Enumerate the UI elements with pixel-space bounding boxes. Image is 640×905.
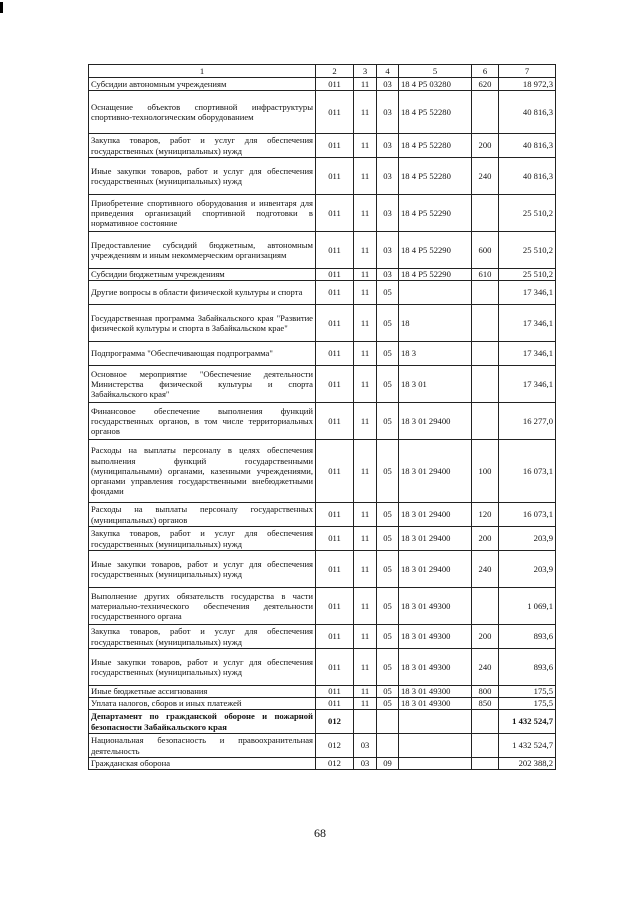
row-expense-type-cell: 200 — [472, 625, 499, 649]
row-name-cell: Финансовое обеспечение выполнения функций государственных органов, в том числе территориальных органов — [89, 403, 316, 440]
row-section-cell: 11 — [354, 232, 377, 269]
row-expense-type-cell — [472, 710, 499, 734]
table-row — [89, 342, 556, 366]
row-expense-type-cell: 240 — [472, 158, 499, 195]
row-section-cell: 11 — [354, 342, 377, 366]
row-expense-type-cell: 610 — [472, 269, 499, 281]
row-admin-code-cell: 011 — [316, 649, 354, 686]
table-row — [89, 305, 556, 342]
table-row — [89, 686, 556, 698]
header-col-6: 6 — [472, 65, 499, 78]
row-amount-cell: 17 346,1 — [499, 305, 556, 342]
row-target-article-cell: 18 3 01 29400 — [399, 440, 472, 503]
row-admin-code-cell: 011 — [316, 342, 354, 366]
row-admin-code-cell: 011 — [316, 232, 354, 269]
row-name-cell: Основное мероприятие "Обеспечение деятельности Министерства физической культуры и спорта Забайкальского края" — [89, 366, 316, 403]
row-admin-code-cell: 011 — [316, 527, 354, 551]
row-admin-code-cell: 011 — [316, 134, 354, 158]
row-subsection-cell: 03 — [377, 232, 399, 269]
row-expense-type-cell: 240 — [472, 551, 499, 588]
table-row — [89, 625, 556, 649]
row-subsection-cell: 05 — [377, 281, 399, 305]
row-admin-code-cell: 012 — [316, 710, 354, 734]
row-amount-cell: 17 346,1 — [499, 366, 556, 403]
row-amount-cell: 25 510,2 — [499, 232, 556, 269]
row-expense-type-cell: 600 — [472, 232, 499, 269]
row-subsection-cell: 05 — [377, 686, 399, 698]
header-col-7: 7 — [499, 65, 556, 78]
row-amount-cell: 175,5 — [499, 698, 556, 710]
row-expense-type-cell — [472, 588, 499, 625]
row-amount-cell: 17 346,1 — [499, 342, 556, 366]
row-amount-cell: 175,5 — [499, 686, 556, 698]
row-subsection-cell: 03 — [377, 78, 399, 91]
row-subsection-cell: 05 — [377, 649, 399, 686]
row-amount-cell: 893,6 — [499, 649, 556, 686]
row-section-cell: 03 — [354, 734, 377, 758]
budget-table — [88, 64, 556, 770]
row-section-cell: 03 — [354, 758, 377, 770]
row-subsection-cell: 05 — [377, 503, 399, 527]
table-row — [89, 366, 556, 403]
row-subsection-cell: 05 — [377, 440, 399, 503]
row-admin-code-cell: 011 — [316, 698, 354, 710]
row-name-cell: Иные закупки товаров, работ и услуг для обеспечения государственных (муниципальных) нужд — [89, 551, 316, 588]
row-expense-type-cell: 240 — [472, 649, 499, 686]
row-name-cell: Субсидии бюджетным учреждениям — [89, 269, 316, 281]
row-name-cell: Национальная безопасность и правоохранительная деятельность — [89, 734, 316, 758]
row-target-article-cell: 18 3 01 49300 — [399, 698, 472, 710]
row-subsection-cell: 03 — [377, 158, 399, 195]
row-subsection-cell: 05 — [377, 342, 399, 366]
row-amount-cell: 25 510,2 — [499, 195, 556, 232]
row-name-cell: Иные бюджетные ассигнования — [89, 686, 316, 698]
row-admin-code-cell: 011 — [316, 158, 354, 195]
row-section-cell: 11 — [354, 91, 377, 134]
table-row — [89, 158, 556, 195]
row-expense-type-cell: 620 — [472, 78, 499, 91]
row-section-cell: 11 — [354, 503, 377, 527]
row-target-article-cell: 18 4 Р5 52280 — [399, 158, 472, 195]
row-section-cell: 11 — [354, 403, 377, 440]
row-target-article-cell: 18 3 01 29400 — [399, 503, 472, 527]
row-admin-code-cell: 011 — [316, 503, 354, 527]
row-subsection-cell: 09 — [377, 758, 399, 770]
row-target-article-cell: 18 4 Р5 52290 — [399, 232, 472, 269]
row-section-cell: 11 — [354, 698, 377, 710]
row-target-article-cell — [399, 281, 472, 305]
row-admin-code-cell: 011 — [316, 91, 354, 134]
row-name-cell: Закупка товаров, работ и услуг для обеспечения государственных (муниципальных) нужд — [89, 625, 316, 649]
row-amount-cell: 893,6 — [499, 625, 556, 649]
row-subsection-cell: 05 — [377, 625, 399, 649]
row-target-article-cell: 18 3 01 49300 — [399, 588, 472, 625]
row-subsection-cell: 05 — [377, 366, 399, 403]
row-amount-cell: 203,9 — [499, 551, 556, 588]
row-expense-type-cell: 100 — [472, 440, 499, 503]
row-amount-cell: 16 073,1 — [499, 503, 556, 527]
row-name-cell: Гражданская оборона — [89, 758, 316, 770]
row-expense-type-cell: 200 — [472, 134, 499, 158]
table-row — [89, 134, 556, 158]
row-subsection-cell: 05 — [377, 551, 399, 588]
row-name-cell: Иные закупки товаров, работ и услуг для обеспечения государственных (муниципальных) нужд — [89, 158, 316, 195]
row-name-cell: Расходы на выплаты персоналу в целях обеспечения выполнения функций государственными (муниципальными) органами, казенными учреждениями, органами управления государственными внебюджетными фондами — [89, 440, 316, 503]
row-expense-type-cell — [472, 91, 499, 134]
row-target-article-cell: 18 3 01 29400 — [399, 527, 472, 551]
row-subsection-cell: 05 — [377, 588, 399, 625]
row-amount-cell: 40 816,3 — [499, 134, 556, 158]
header-col-5: 5 — [399, 65, 472, 78]
scan-corner-mark — [0, 2, 3, 13]
row-subsection-cell: 03 — [377, 91, 399, 134]
row-amount-cell: 1 432 524,7 — [499, 710, 556, 734]
table-row — [89, 281, 556, 305]
row-amount-cell: 18 972,3 — [499, 78, 556, 91]
row-admin-code-cell: 012 — [316, 758, 354, 770]
row-section-cell: 11 — [354, 440, 377, 503]
row-section-cell: 11 — [354, 158, 377, 195]
row-admin-code-cell: 011 — [316, 625, 354, 649]
table-header-row — [89, 65, 556, 78]
header-col-2: 2 — [316, 65, 354, 78]
table-row — [89, 91, 556, 134]
row-admin-code-cell: 011 — [316, 403, 354, 440]
row-amount-cell: 1 432 524,7 — [499, 734, 556, 758]
header-col-4: 4 — [377, 65, 399, 78]
table-row — [89, 403, 556, 440]
page-number: 68 — [314, 826, 326, 840]
row-subsection-cell: 03 — [377, 134, 399, 158]
row-section-cell: 11 — [354, 625, 377, 649]
row-subsection-cell — [377, 734, 399, 758]
table-row — [89, 527, 556, 551]
row-target-article-cell: 18 3 01 29400 — [399, 551, 472, 588]
row-name-cell: Предоставление субсидий бюджетным, автономным учреждениям и иным некоммерческим организациям — [89, 232, 316, 269]
row-target-article-cell — [399, 734, 472, 758]
row-admin-code-cell: 011 — [316, 551, 354, 588]
row-expense-type-cell — [472, 342, 499, 366]
row-section-cell: 11 — [354, 649, 377, 686]
row-name-cell: Оснащение объектов спортивной инфраструктуры спортивно-технологическим оборудованием — [89, 91, 316, 134]
row-section-cell: 11 — [354, 78, 377, 91]
row-target-article-cell: 18 4 Р5 52280 — [399, 91, 472, 134]
table-row — [89, 503, 556, 527]
row-target-article-cell: 18 3 01 49300 — [399, 649, 472, 686]
row-amount-cell: 203,9 — [499, 527, 556, 551]
row-expense-type-cell — [472, 195, 499, 232]
row-subsection-cell: 03 — [377, 195, 399, 232]
row-subsection-cell — [377, 710, 399, 734]
row-section-cell — [354, 710, 377, 734]
table-row — [89, 588, 556, 625]
row-target-article-cell: 18 4 Р5 52280 — [399, 134, 472, 158]
row-target-article-cell: 18 3 01 29400 — [399, 403, 472, 440]
row-section-cell: 11 — [354, 686, 377, 698]
row-target-article-cell — [399, 710, 472, 734]
row-admin-code-cell: 011 — [316, 269, 354, 281]
row-amount-cell: 40 816,3 — [499, 158, 556, 195]
row-admin-code-cell: 012 — [316, 734, 354, 758]
row-target-article-cell: 18 3 — [399, 342, 472, 366]
row-section-cell: 11 — [354, 281, 377, 305]
row-admin-code-cell: 011 — [316, 195, 354, 232]
row-name-cell: Государственная программа Забайкальского края "Развитие физической культуры и спорта в Забайкальском крае" — [89, 305, 316, 342]
table-row — [89, 649, 556, 686]
row-amount-cell: 40 816,3 — [499, 91, 556, 134]
row-name-cell: Уплата налогов, сборов и иных платежей — [89, 698, 316, 710]
row-admin-code-cell: 011 — [316, 281, 354, 305]
row-target-article-cell: 18 — [399, 305, 472, 342]
row-expense-type-cell — [472, 734, 499, 758]
header-col-3: 3 — [354, 65, 377, 78]
row-name-cell: Закупка товаров, работ и услуг для обеспечения государственных (муниципальных) нужд — [89, 134, 316, 158]
row-name-cell: Другие вопросы в области физической культуры и спорта — [89, 281, 316, 305]
row-section-cell: 11 — [354, 195, 377, 232]
row-name-cell: Субсидии автономным учреждениям — [89, 78, 316, 91]
table-row — [89, 698, 556, 710]
row-section-cell: 11 — [354, 134, 377, 158]
row-section-cell: 11 — [354, 305, 377, 342]
table-row — [89, 195, 556, 232]
row-subsection-cell: 05 — [377, 527, 399, 551]
row-expense-type-cell — [472, 366, 499, 403]
row-section-cell: 11 — [354, 366, 377, 403]
row-admin-code-cell: 011 — [316, 440, 354, 503]
row-target-article-cell: 18 4 Р5 03280 — [399, 78, 472, 91]
row-expense-type-cell — [472, 403, 499, 440]
row-section-cell: 11 — [354, 551, 377, 588]
row-expense-type-cell: 850 — [472, 698, 499, 710]
row-admin-code-cell: 011 — [316, 686, 354, 698]
row-admin-code-cell: 011 — [316, 78, 354, 91]
row-target-article-cell: 18 3 01 49300 — [399, 686, 472, 698]
row-subsection-cell: 05 — [377, 698, 399, 710]
row-name-cell: Департамент по гражданской обороне и пожарной безопасности Забайкальского края — [89, 710, 316, 734]
table-body — [89, 78, 556, 770]
row-amount-cell: 1 069,1 — [499, 588, 556, 625]
table-row — [89, 78, 556, 91]
row-expense-type-cell — [472, 305, 499, 342]
row-target-article-cell — [399, 758, 472, 770]
row-name-cell: Иные закупки товаров, работ и услуг для обеспечения государственных (муниципальных) нужд — [89, 649, 316, 686]
header-col-1: 1 — [89, 65, 316, 78]
row-amount-cell: 17 346,1 — [499, 281, 556, 305]
row-subsection-cell: 05 — [377, 305, 399, 342]
row-expense-type-cell: 800 — [472, 686, 499, 698]
table-row — [89, 734, 556, 758]
table-row — [89, 710, 556, 734]
row-name-cell: Закупка товаров, работ и услуг для обеспечения государственных (муниципальных) нужд — [89, 527, 316, 551]
row-expense-type-cell — [472, 281, 499, 305]
row-amount-cell: 16 277,0 — [499, 403, 556, 440]
row-expense-type-cell — [472, 758, 499, 770]
row-admin-code-cell: 011 — [316, 588, 354, 625]
row-expense-type-cell: 120 — [472, 503, 499, 527]
row-expense-type-cell: 200 — [472, 527, 499, 551]
row-subsection-cell: 05 — [377, 403, 399, 440]
row-target-article-cell: 18 4 Р5 52290 — [399, 195, 472, 232]
row-name-cell: Приобретение спортивного оборудования и инвентаря для приведения организаций спортивной подготовки в нормативное состояние — [89, 195, 316, 232]
row-target-article-cell: 18 3 01 — [399, 366, 472, 403]
table-row — [89, 758, 556, 770]
row-name-cell: Подпрограмма "Обеспечивающая подпрограмма" — [89, 342, 316, 366]
row-amount-cell: 25 510,2 — [499, 269, 556, 281]
row-admin-code-cell: 011 — [316, 305, 354, 342]
row-target-article-cell: 18 4 Р5 52290 — [399, 269, 472, 281]
table-row — [89, 269, 556, 281]
row-section-cell: 11 — [354, 269, 377, 281]
table-row — [89, 551, 556, 588]
row-amount-cell: 202 388,2 — [499, 758, 556, 770]
row-name-cell: Выполнение других обязательств государства в части материально-технического обеспечения деятельности государственного органа — [89, 588, 316, 625]
row-name-cell: Расходы на выплаты персоналу государственных (муниципальных) органов — [89, 503, 316, 527]
row-subsection-cell: 03 — [377, 269, 399, 281]
table-row — [89, 232, 556, 269]
row-target-article-cell: 18 3 01 49300 — [399, 625, 472, 649]
row-section-cell: 11 — [354, 527, 377, 551]
row-section-cell: 11 — [354, 588, 377, 625]
row-admin-code-cell: 011 — [316, 366, 354, 403]
table-row — [89, 440, 556, 503]
row-amount-cell: 16 073,1 — [499, 440, 556, 503]
